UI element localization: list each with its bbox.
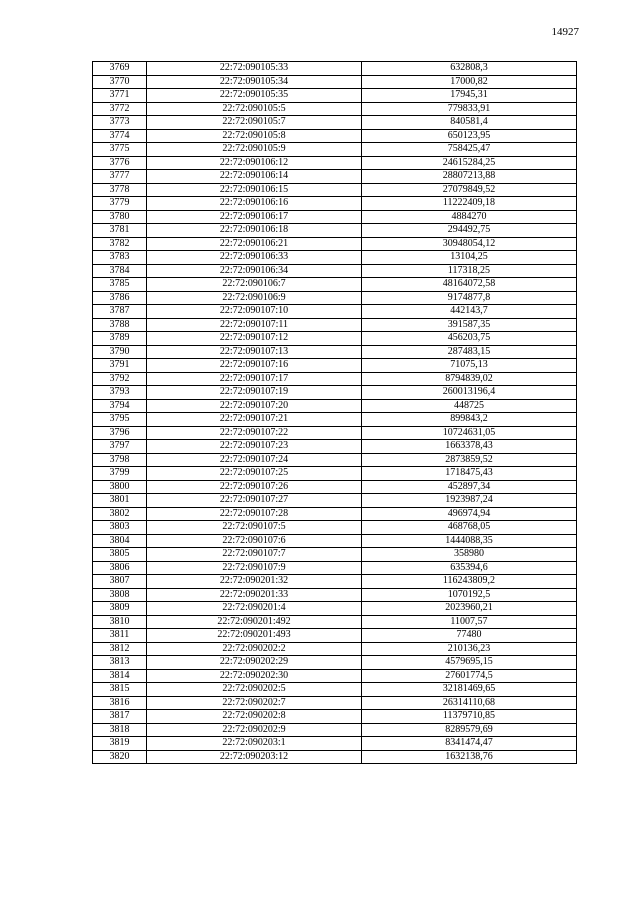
- value-cell: 2873859,52: [362, 453, 577, 467]
- cadastral-number-cell: 22:72:090107:28: [147, 507, 362, 521]
- value-cell: 260013196,4: [362, 386, 577, 400]
- row-number-cell: 3781: [93, 224, 147, 238]
- cadastral-number-cell: 22:72:090107:25: [147, 467, 362, 481]
- table-row: [93, 467, 577, 481]
- row-number-cell: 3786: [93, 291, 147, 305]
- cadastral-number-cell: 22:72:090106:33: [147, 251, 362, 265]
- row-number-cell: 3792: [93, 372, 147, 386]
- row-number-cell: 3802: [93, 507, 147, 521]
- table-row: [93, 305, 577, 319]
- table-row: [93, 318, 577, 332]
- row-number-cell: 3814: [93, 669, 147, 683]
- row-number-cell: 3818: [93, 723, 147, 737]
- value-cell: 1663378,43: [362, 440, 577, 454]
- row-number-cell: 3783: [93, 251, 147, 265]
- value-cell: 635394,6: [362, 561, 577, 575]
- value-cell: 468768,05: [362, 521, 577, 535]
- table-row: [93, 507, 577, 521]
- cadastral-number-cell: 22:72:090203:1: [147, 737, 362, 751]
- table-row: [93, 399, 577, 413]
- cadastral-number-cell: 22:72:090107:10: [147, 305, 362, 319]
- cadastral-number-cell: 22:72:090107:12: [147, 332, 362, 346]
- table-row: [93, 291, 577, 305]
- cadastral-number-cell: 22:72:090105:34: [147, 75, 362, 89]
- table-row: [93, 75, 577, 89]
- cadastral-number-cell: 22:72:090107:7: [147, 548, 362, 562]
- table-row: [93, 683, 577, 697]
- cadastral-value-table: [92, 61, 577, 764]
- cadastral-number-cell: 22:72:090107:24: [147, 453, 362, 467]
- table-row: [93, 629, 577, 643]
- value-cell: 4884270: [362, 210, 577, 224]
- table-row: [93, 170, 577, 184]
- cadastral-number-cell: 22:72:090105:7: [147, 116, 362, 130]
- row-number-cell: 3808: [93, 588, 147, 602]
- row-number-cell: 3774: [93, 129, 147, 143]
- cadastral-number-cell: 22:72:090106:17: [147, 210, 362, 224]
- value-cell: 496974,94: [362, 507, 577, 521]
- table-row: [93, 129, 577, 143]
- row-number-cell: 3770: [93, 75, 147, 89]
- value-cell: 1632138,76: [362, 750, 577, 764]
- value-cell: 1070192,5: [362, 588, 577, 602]
- cadastral-number-cell: 22:72:090106:9: [147, 291, 362, 305]
- cadastral-number-cell: 22:72:090201:33: [147, 588, 362, 602]
- row-number-cell: 3812: [93, 642, 147, 656]
- value-cell: 13104,25: [362, 251, 577, 265]
- value-cell: 117318,25: [362, 264, 577, 278]
- table-row: [93, 494, 577, 508]
- value-cell: 391587,35: [362, 318, 577, 332]
- cadastral-number-cell: 22:72:090107:6: [147, 534, 362, 548]
- value-cell: 287483,15: [362, 345, 577, 359]
- table-body: [93, 62, 577, 764]
- row-number-cell: 3807: [93, 575, 147, 589]
- value-cell: 899843,2: [362, 413, 577, 427]
- value-cell: 11222409,18: [362, 197, 577, 211]
- value-cell: 358980: [362, 548, 577, 562]
- cadastral-number-cell: 22:72:090105:5: [147, 102, 362, 116]
- value-cell: 32181469,65: [362, 683, 577, 697]
- cadastral-number-cell: 22:72:090107:5: [147, 521, 362, 535]
- table-row: [93, 278, 577, 292]
- value-cell: 1923987,24: [362, 494, 577, 508]
- table-row: [93, 480, 577, 494]
- value-cell: 1444088,35: [362, 534, 577, 548]
- value-cell: 456203,75: [362, 332, 577, 346]
- cadastral-number-cell: 22:72:090105:33: [147, 62, 362, 76]
- cadastral-number-cell: 22:72:090107:21: [147, 413, 362, 427]
- row-number-cell: 3780: [93, 210, 147, 224]
- table-row: [93, 656, 577, 670]
- table-row: [93, 669, 577, 683]
- value-cell: 1718475,43: [362, 467, 577, 481]
- cadastral-number-cell: 22:72:090107:11: [147, 318, 362, 332]
- cadastral-number-cell: 22:72:090107:16: [147, 359, 362, 373]
- cadastral-number-cell: 22:72:090201:492: [147, 615, 362, 629]
- value-cell: 8794839,02: [362, 372, 577, 386]
- cadastral-number-cell: 22:72:090107:22: [147, 426, 362, 440]
- row-number-cell: 3771: [93, 89, 147, 103]
- table-row: [93, 183, 577, 197]
- cadastral-number-cell: 22:72:090202:29: [147, 656, 362, 670]
- row-number-cell: 3797: [93, 440, 147, 454]
- cadastral-number-cell: 22:72:090202:30: [147, 669, 362, 683]
- value-cell: 17945,31: [362, 89, 577, 103]
- table-row: [93, 251, 577, 265]
- value-cell: 27079849,52: [362, 183, 577, 197]
- row-number-cell: 3809: [93, 602, 147, 616]
- value-cell: 758425,47: [362, 143, 577, 157]
- table-row: [93, 224, 577, 238]
- table-row: [93, 264, 577, 278]
- table-row: [93, 372, 577, 386]
- cadastral-number-cell: 22:72:090106:15: [147, 183, 362, 197]
- table-row: [93, 116, 577, 130]
- row-number-cell: 3810: [93, 615, 147, 629]
- value-cell: 10724631,05: [362, 426, 577, 440]
- cadastral-number-cell: 22:72:090201:4: [147, 602, 362, 616]
- value-cell: 210136,23: [362, 642, 577, 656]
- row-number-cell: 3811: [93, 629, 147, 643]
- row-number-cell: 3785: [93, 278, 147, 292]
- row-number-cell: 3775: [93, 143, 147, 157]
- row-number-cell: 3773: [93, 116, 147, 130]
- row-number-cell: 3787: [93, 305, 147, 319]
- table-row: [93, 102, 577, 116]
- table-row: [93, 210, 577, 224]
- cadastral-number-cell: 22:72:090202:8: [147, 710, 362, 724]
- value-cell: 2023960,21: [362, 602, 577, 616]
- cadastral-number-cell: 22:72:090106:21: [147, 237, 362, 251]
- value-cell: 442143,7: [362, 305, 577, 319]
- cadastral-number-cell: 22:72:090105:35: [147, 89, 362, 103]
- cadastral-number-cell: 22:72:090203:12: [147, 750, 362, 764]
- value-cell: 452897,34: [362, 480, 577, 494]
- value-cell: 71075,13: [362, 359, 577, 373]
- cadastral-number-cell: 22:72:090201:32: [147, 575, 362, 589]
- row-number-cell: 3803: [93, 521, 147, 535]
- cadastral-number-cell: 22:72:090107:17: [147, 372, 362, 386]
- value-cell: 48164072,58: [362, 278, 577, 292]
- table-row: [93, 710, 577, 724]
- table-row: [93, 723, 577, 737]
- cadastral-number-cell: 22:72:090107:9: [147, 561, 362, 575]
- cadastral-number-cell: 22:72:090107:23: [147, 440, 362, 454]
- row-number-cell: 3805: [93, 548, 147, 562]
- row-number-cell: 3795: [93, 413, 147, 427]
- cadastral-number-cell: 22:72:090107:20: [147, 399, 362, 413]
- row-number-cell: 3788: [93, 318, 147, 332]
- row-number-cell: 3776: [93, 156, 147, 170]
- row-number-cell: 3813: [93, 656, 147, 670]
- row-number-cell: 3796: [93, 426, 147, 440]
- cadastral-number-cell: 22:72:090106:16: [147, 197, 362, 211]
- page-number: 14927: [551, 26, 579, 38]
- table-row: [93, 440, 577, 454]
- value-cell: 116243809,2: [362, 575, 577, 589]
- row-number-cell: 3769: [93, 62, 147, 76]
- table-row: [93, 156, 577, 170]
- cadastral-number-cell: 22:72:090202:7: [147, 696, 362, 710]
- value-cell: 448725: [362, 399, 577, 413]
- row-number-cell: 3772: [93, 102, 147, 116]
- table-row: [93, 575, 577, 589]
- row-number-cell: 3819: [93, 737, 147, 751]
- value-cell: 4579695,15: [362, 656, 577, 670]
- row-number-cell: 3806: [93, 561, 147, 575]
- cadastral-number-cell: 22:72:090105:9: [147, 143, 362, 157]
- value-cell: 28807213,88: [362, 170, 577, 184]
- cadastral-number-cell: 22:72:090106:14: [147, 170, 362, 184]
- table-row: [93, 737, 577, 751]
- table-row: [93, 89, 577, 103]
- value-cell: 294492,75: [362, 224, 577, 238]
- cadastral-number-cell: 22:72:090105:8: [147, 129, 362, 143]
- value-cell: 27601774,5: [362, 669, 577, 683]
- row-number-cell: 3791: [93, 359, 147, 373]
- cadastral-number-cell: 22:72:090107:19: [147, 386, 362, 400]
- cadastral-number-cell: 22:72:090107:13: [147, 345, 362, 359]
- value-cell: 650123,95: [362, 129, 577, 143]
- row-number-cell: 3816: [93, 696, 147, 710]
- table-row: [93, 386, 577, 400]
- row-number-cell: 3799: [93, 467, 147, 481]
- row-number-cell: 3790: [93, 345, 147, 359]
- cadastral-number-cell: 22:72:090106:12: [147, 156, 362, 170]
- cadastral-number-cell: 22:72:090107:26: [147, 480, 362, 494]
- value-cell: 8289579,69: [362, 723, 577, 737]
- row-number-cell: 3784: [93, 264, 147, 278]
- value-cell: 77480: [362, 629, 577, 643]
- table-row: [93, 345, 577, 359]
- value-cell: 632808,3: [362, 62, 577, 76]
- table-row: [93, 615, 577, 629]
- value-cell: 779833,91: [362, 102, 577, 116]
- row-number-cell: 3778: [93, 183, 147, 197]
- cadastral-number-cell: 22:72:090202:5: [147, 683, 362, 697]
- table-row: [93, 237, 577, 251]
- table-row: [93, 548, 577, 562]
- table-row: [93, 602, 577, 616]
- table-row: [93, 561, 577, 575]
- table-row: [93, 359, 577, 373]
- row-number-cell: 3798: [93, 453, 147, 467]
- value-cell: 11379710,85: [362, 710, 577, 724]
- table-row: [93, 588, 577, 602]
- table-row: [93, 332, 577, 346]
- row-number-cell: 3789: [93, 332, 147, 346]
- row-number-cell: 3779: [93, 197, 147, 211]
- cadastral-number-cell: 22:72:090107:27: [147, 494, 362, 508]
- cadastral-number-cell: 22:72:090202:9: [147, 723, 362, 737]
- row-number-cell: 3815: [93, 683, 147, 697]
- value-cell: 26314110,68: [362, 696, 577, 710]
- table-row: [93, 143, 577, 157]
- value-cell: 24615284,25: [362, 156, 577, 170]
- table-row: [93, 534, 577, 548]
- table-row: [93, 642, 577, 656]
- table-row: [93, 426, 577, 440]
- cadastral-number-cell: 22:72:090202:2: [147, 642, 362, 656]
- table-row: [93, 413, 577, 427]
- row-number-cell: 3782: [93, 237, 147, 251]
- value-cell: 17000,82: [362, 75, 577, 89]
- table-row: [93, 696, 577, 710]
- cadastral-number-cell: 22:72:090106:18: [147, 224, 362, 238]
- row-number-cell: 3801: [93, 494, 147, 508]
- row-number-cell: 3817: [93, 710, 147, 724]
- value-cell: 840581,4: [362, 116, 577, 130]
- cadastral-number-cell: 22:72:090201:493: [147, 629, 362, 643]
- table-row: [93, 750, 577, 764]
- cadastral-number-cell: 22:72:090106:7: [147, 278, 362, 292]
- value-cell: 9174877,8: [362, 291, 577, 305]
- table-row: [93, 521, 577, 535]
- row-number-cell: 3794: [93, 399, 147, 413]
- value-cell: 8341474,47: [362, 737, 577, 751]
- row-number-cell: 3777: [93, 170, 147, 184]
- value-cell: 11007,57: [362, 615, 577, 629]
- table-row: [93, 453, 577, 467]
- row-number-cell: 3800: [93, 480, 147, 494]
- row-number-cell: 3793: [93, 386, 147, 400]
- table-row: [93, 62, 577, 76]
- cadastral-number-cell: 22:72:090106:34: [147, 264, 362, 278]
- row-number-cell: 3820: [93, 750, 147, 764]
- table-row: [93, 197, 577, 211]
- value-cell: 30948054,12: [362, 237, 577, 251]
- row-number-cell: 3804: [93, 534, 147, 548]
